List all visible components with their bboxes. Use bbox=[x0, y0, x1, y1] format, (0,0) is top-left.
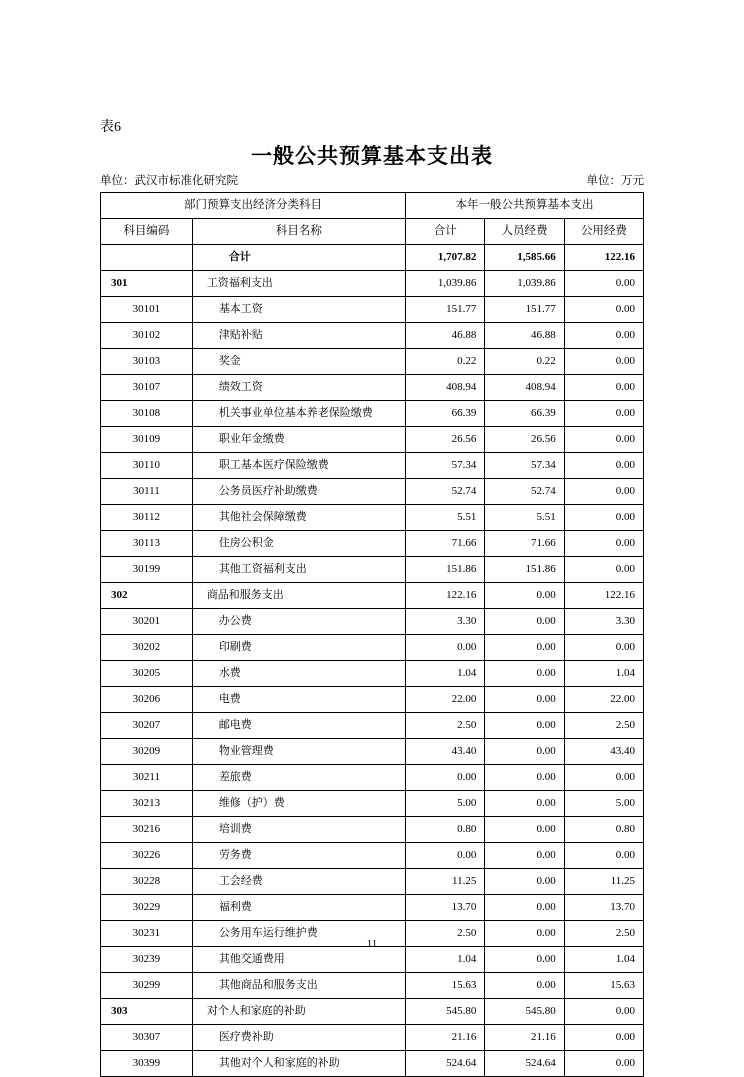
cell-personnel-expense: 0.00 bbox=[485, 973, 564, 999]
cell-subject-name: 津贴补贴 bbox=[192, 323, 405, 349]
cell-total: 1,039.86 bbox=[406, 271, 485, 297]
cell-subject-code: 301 bbox=[101, 271, 193, 297]
cell-total: 52.74 bbox=[406, 479, 485, 505]
cell-subject-code: 30209 bbox=[101, 739, 193, 765]
cell-personnel-expense: 26.56 bbox=[485, 427, 564, 453]
cell-subject-name: 绩效工资 bbox=[192, 375, 405, 401]
cell-total: 0.00 bbox=[406, 635, 485, 661]
cell-subject-name: 公务用车运行维护费 bbox=[192, 921, 405, 947]
cell-total: 13.70 bbox=[406, 895, 485, 921]
cell-subject-code: 30207 bbox=[101, 713, 193, 739]
cell-subject-code: 30102 bbox=[101, 323, 193, 349]
table-row bbox=[101, 999, 644, 1025]
unit-currency: 单位：万元 bbox=[586, 175, 644, 187]
table-row bbox=[101, 713, 644, 739]
table-row bbox=[101, 635, 644, 661]
cell-subject-code: 30307 bbox=[101, 1025, 193, 1051]
table-row bbox=[101, 661, 644, 687]
cell-public-expense: 0.80 bbox=[564, 817, 643, 843]
cell-personnel-expense: 0.00 bbox=[485, 817, 564, 843]
cell-total: 71.66 bbox=[406, 531, 485, 557]
unit-organization: 单位：武汉市标准化研究院 bbox=[100, 175, 238, 187]
cell-subject-code: 30112 bbox=[101, 505, 193, 531]
cell-public-expense: 0.00 bbox=[564, 323, 643, 349]
meta-row bbox=[100, 172, 644, 188]
cell-public-expense: 0.00 bbox=[564, 843, 643, 869]
cell-total: 5.51 bbox=[406, 505, 485, 531]
table-row bbox=[101, 531, 644, 557]
cell-subject-name: 培训费 bbox=[192, 817, 405, 843]
cell-subject-name: 其他社会保障缴费 bbox=[192, 505, 405, 531]
cell-personnel-expense: 0.00 bbox=[485, 765, 564, 791]
cell-public-expense: 0.00 bbox=[564, 531, 643, 557]
table-row bbox=[101, 817, 644, 843]
cell-subject-code: 30108 bbox=[101, 401, 193, 427]
table-row bbox=[101, 687, 644, 713]
cell-total: 0.22 bbox=[406, 349, 485, 375]
table-row bbox=[101, 453, 644, 479]
table-row bbox=[101, 427, 644, 453]
cell-public-expense: 0.00 bbox=[564, 271, 643, 297]
table-row bbox=[101, 557, 644, 583]
column-header-name: 科目名称 bbox=[192, 219, 405, 245]
cell-subject-code: 30111 bbox=[101, 479, 193, 505]
cell-public-expense: 3.30 bbox=[564, 609, 643, 635]
cell-subject-code: 30216 bbox=[101, 817, 193, 843]
cell-personnel-expense: 0.00 bbox=[485, 687, 564, 713]
table-row bbox=[101, 505, 644, 531]
cell-total: 46.88 bbox=[406, 323, 485, 349]
cell-subject-name: 职工基本医疗保险缴费 bbox=[192, 453, 405, 479]
cell-subject-code: 30110 bbox=[101, 453, 193, 479]
cell-subject-name: 其他商品和服务支出 bbox=[192, 973, 405, 999]
column-header-personnel: 人员经费 bbox=[485, 219, 564, 245]
cell-subject-code: 30201 bbox=[101, 609, 193, 635]
cell-subject-code: 30228 bbox=[101, 869, 193, 895]
cell-subject-code: 30239 bbox=[101, 947, 193, 973]
cell-subject-name: 合计 bbox=[192, 245, 405, 271]
cell-total: 57.34 bbox=[406, 453, 485, 479]
cell-personnel-expense: 0.00 bbox=[485, 635, 564, 661]
cell-subject-code: 30211 bbox=[101, 765, 193, 791]
cell-public-expense: 122.16 bbox=[564, 583, 643, 609]
cell-subject-code: 30206 bbox=[101, 687, 193, 713]
cell-total: 1.04 bbox=[406, 947, 485, 973]
cell-public-expense: 0.00 bbox=[564, 635, 643, 661]
cell-subject-code: 30103 bbox=[101, 349, 193, 375]
cell-personnel-expense: 0.22 bbox=[485, 349, 564, 375]
cell-total: 408.94 bbox=[406, 375, 485, 401]
cell-subject-name: 维修（护）费 bbox=[192, 791, 405, 817]
cell-personnel-expense: 524.64 bbox=[485, 1051, 564, 1077]
cell-public-expense: 13.70 bbox=[564, 895, 643, 921]
cell-public-expense: 0.00 bbox=[564, 453, 643, 479]
cell-subject-name: 基本工资 bbox=[192, 297, 405, 323]
column-header-code: 科目编码 bbox=[101, 219, 193, 245]
cell-personnel-expense: 408.94 bbox=[485, 375, 564, 401]
cell-personnel-expense: 545.80 bbox=[485, 999, 564, 1025]
cell-public-expense: 0.00 bbox=[564, 349, 643, 375]
cell-total: 11.25 bbox=[406, 869, 485, 895]
cell-personnel-expense: 21.16 bbox=[485, 1025, 564, 1051]
column-header-public: 公用经费 bbox=[564, 219, 643, 245]
cell-total: 545.80 bbox=[406, 999, 485, 1025]
cell-personnel-expense: 151.77 bbox=[485, 297, 564, 323]
cell-subject-name: 机关事业单位基本养老保险缴费 bbox=[192, 401, 405, 427]
cell-subject-code: 30229 bbox=[101, 895, 193, 921]
cell-public-expense: 1.04 bbox=[564, 661, 643, 687]
table-body bbox=[101, 245, 644, 1077]
cell-public-expense: 2.50 bbox=[564, 713, 643, 739]
table-row bbox=[101, 1025, 644, 1051]
cell-subject-name: 公务员医疗补助缴费 bbox=[192, 479, 405, 505]
table-row bbox=[101, 765, 644, 791]
cell-subject-code: 30113 bbox=[101, 531, 193, 557]
cell-subject-name: 工会经费 bbox=[192, 869, 405, 895]
cell-subject-name: 商品和服务支出 bbox=[192, 583, 405, 609]
cell-subject-code: 30199 bbox=[101, 557, 193, 583]
cell-personnel-expense: 0.00 bbox=[485, 739, 564, 765]
table-row bbox=[101, 297, 644, 323]
table-row bbox=[101, 869, 644, 895]
table-head bbox=[101, 193, 644, 245]
cell-subject-name: 印刷费 bbox=[192, 635, 405, 661]
table-header-group-row bbox=[101, 193, 644, 219]
cell-total: 0.00 bbox=[406, 765, 485, 791]
cell-personnel-expense: 1,039.86 bbox=[485, 271, 564, 297]
cell-subject-code: 30231 bbox=[101, 921, 193, 947]
page-title: 一般公共预算基本支出表 bbox=[251, 143, 493, 168]
cell-public-expense: 0.00 bbox=[564, 557, 643, 583]
table-row bbox=[101, 843, 644, 869]
header-group-right: 本年一般公共预算基本支出 bbox=[406, 193, 644, 219]
cell-public-expense: 0.00 bbox=[564, 427, 643, 453]
cell-subject-name: 差旅费 bbox=[192, 765, 405, 791]
cell-subject-code: 30205 bbox=[101, 661, 193, 687]
table-number: 表6 bbox=[100, 120, 121, 135]
cell-public-expense: 43.40 bbox=[564, 739, 643, 765]
cell-subject-code: 30101 bbox=[101, 297, 193, 323]
cell-personnel-expense: 0.00 bbox=[485, 895, 564, 921]
cell-total: 0.80 bbox=[406, 817, 485, 843]
cell-personnel-expense: 0.00 bbox=[485, 609, 564, 635]
table-row bbox=[101, 791, 644, 817]
cell-public-expense: 22.00 bbox=[564, 687, 643, 713]
cell-subject-code: 302 bbox=[101, 583, 193, 609]
cell-total: 1,707.82 bbox=[406, 245, 485, 271]
table-row bbox=[101, 895, 644, 921]
cell-subject-code: 30226 bbox=[101, 843, 193, 869]
cell-total: 2.50 bbox=[406, 713, 485, 739]
cell-total: 15.63 bbox=[406, 973, 485, 999]
cell-subject-name: 奖金 bbox=[192, 349, 405, 375]
cell-public-expense: 0.00 bbox=[564, 375, 643, 401]
cell-public-expense: 0.00 bbox=[564, 479, 643, 505]
cell-total: 524.64 bbox=[406, 1051, 485, 1077]
column-header-total: 合计 bbox=[406, 219, 485, 245]
table-row bbox=[101, 583, 644, 609]
cell-public-expense: 2.50 bbox=[564, 921, 643, 947]
cell-subject-name: 福利费 bbox=[192, 895, 405, 921]
cell-public-expense: 15.63 bbox=[564, 973, 643, 999]
cell-subject-name: 对个人和家庭的补助 bbox=[192, 999, 405, 1025]
table-row bbox=[101, 739, 644, 765]
cell-personnel-expense: 0.00 bbox=[485, 921, 564, 947]
table-row bbox=[101, 349, 644, 375]
cell-public-expense: 11.25 bbox=[564, 869, 643, 895]
cell-public-expense: 0.00 bbox=[564, 401, 643, 427]
cell-personnel-expense: 66.39 bbox=[485, 401, 564, 427]
cell-total: 0.00 bbox=[406, 843, 485, 869]
cell-personnel-expense: 5.51 bbox=[485, 505, 564, 531]
cell-subject-name: 办公费 bbox=[192, 609, 405, 635]
cell-personnel-expense: 71.66 bbox=[485, 531, 564, 557]
table-header-row bbox=[101, 219, 644, 245]
cell-total: 22.00 bbox=[406, 687, 485, 713]
cell-subject-name: 其他对个人和家庭的补助 bbox=[192, 1051, 405, 1077]
cell-total: 43.40 bbox=[406, 739, 485, 765]
cell-personnel-expense: 0.00 bbox=[485, 791, 564, 817]
cell-public-expense: 1.04 bbox=[564, 947, 643, 973]
cell-subject-code: 303 bbox=[101, 999, 193, 1025]
cell-subject-code: 30109 bbox=[101, 427, 193, 453]
cell-subject-name: 水费 bbox=[192, 661, 405, 687]
page-number: 11 bbox=[366, 938, 378, 950]
cell-subject-name: 物业管理费 bbox=[192, 739, 405, 765]
cell-public-expense: 0.00 bbox=[564, 297, 643, 323]
cell-personnel-expense: 0.00 bbox=[485, 713, 564, 739]
header-group-left: 部门预算支出经济分类科目 bbox=[101, 193, 406, 219]
cell-subject-code: 30107 bbox=[101, 375, 193, 401]
table-row bbox=[101, 973, 644, 999]
cell-personnel-expense: 0.00 bbox=[485, 947, 564, 973]
cell-personnel-expense: 0.00 bbox=[485, 843, 564, 869]
cell-personnel-expense: 46.88 bbox=[485, 323, 564, 349]
cell-total: 5.00 bbox=[406, 791, 485, 817]
table-row bbox=[101, 401, 644, 427]
table-row bbox=[101, 947, 644, 973]
cell-public-expense: 0.00 bbox=[564, 1051, 643, 1077]
cell-subject-name: 医疗费补助 bbox=[192, 1025, 405, 1051]
cell-public-expense: 5.00 bbox=[564, 791, 643, 817]
cell-personnel-expense: 57.34 bbox=[485, 453, 564, 479]
cell-subject-name: 邮电费 bbox=[192, 713, 405, 739]
cell-total: 26.56 bbox=[406, 427, 485, 453]
table-row bbox=[101, 323, 644, 349]
cell-personnel-expense: 52.74 bbox=[485, 479, 564, 505]
cell-public-expense: 0.00 bbox=[564, 505, 643, 531]
cell-personnel-expense: 0.00 bbox=[485, 661, 564, 687]
table-row bbox=[101, 609, 644, 635]
cell-subject-name: 电费 bbox=[192, 687, 405, 713]
cell-subject-name: 其他交通费用 bbox=[192, 947, 405, 973]
cell-total: 66.39 bbox=[406, 401, 485, 427]
cell-subject-name: 住房公积金 bbox=[192, 531, 405, 557]
cell-subject-code: 30299 bbox=[101, 973, 193, 999]
cell-subject-code: 30399 bbox=[101, 1051, 193, 1077]
cell-personnel-expense: 0.00 bbox=[485, 869, 564, 895]
cell-total: 122.16 bbox=[406, 583, 485, 609]
table-row bbox=[101, 271, 644, 297]
cell-public-expense: 0.00 bbox=[564, 1025, 643, 1051]
cell-subject-name: 职业年金缴费 bbox=[192, 427, 405, 453]
table-row bbox=[101, 245, 644, 271]
cell-total: 21.16 bbox=[406, 1025, 485, 1051]
cell-public-expense: 122.16 bbox=[564, 245, 643, 271]
cell-total: 2.50 bbox=[406, 921, 485, 947]
cell-total: 3.30 bbox=[406, 609, 485, 635]
cell-total: 1.04 bbox=[406, 661, 485, 687]
cell-subject-code: 30213 bbox=[101, 791, 193, 817]
cell-total: 151.77 bbox=[406, 297, 485, 323]
table-row bbox=[101, 375, 644, 401]
table-row bbox=[101, 1051, 644, 1077]
table-row bbox=[101, 479, 644, 505]
cell-total: 151.86 bbox=[406, 557, 485, 583]
cell-personnel-expense: 0.00 bbox=[485, 583, 564, 609]
cell-subject-code bbox=[101, 245, 193, 271]
cell-subject-name: 劳务费 bbox=[192, 843, 405, 869]
cell-subject-code: 30202 bbox=[101, 635, 193, 661]
cell-public-expense: 0.00 bbox=[564, 999, 643, 1025]
cell-personnel-expense: 1,585.66 bbox=[485, 245, 564, 271]
cell-subject-name: 工资福利支出 bbox=[192, 271, 405, 297]
cell-subject-name: 其他工资福利支出 bbox=[192, 557, 405, 583]
cell-public-expense: 0.00 bbox=[564, 765, 643, 791]
cell-personnel-expense: 151.86 bbox=[485, 557, 564, 583]
